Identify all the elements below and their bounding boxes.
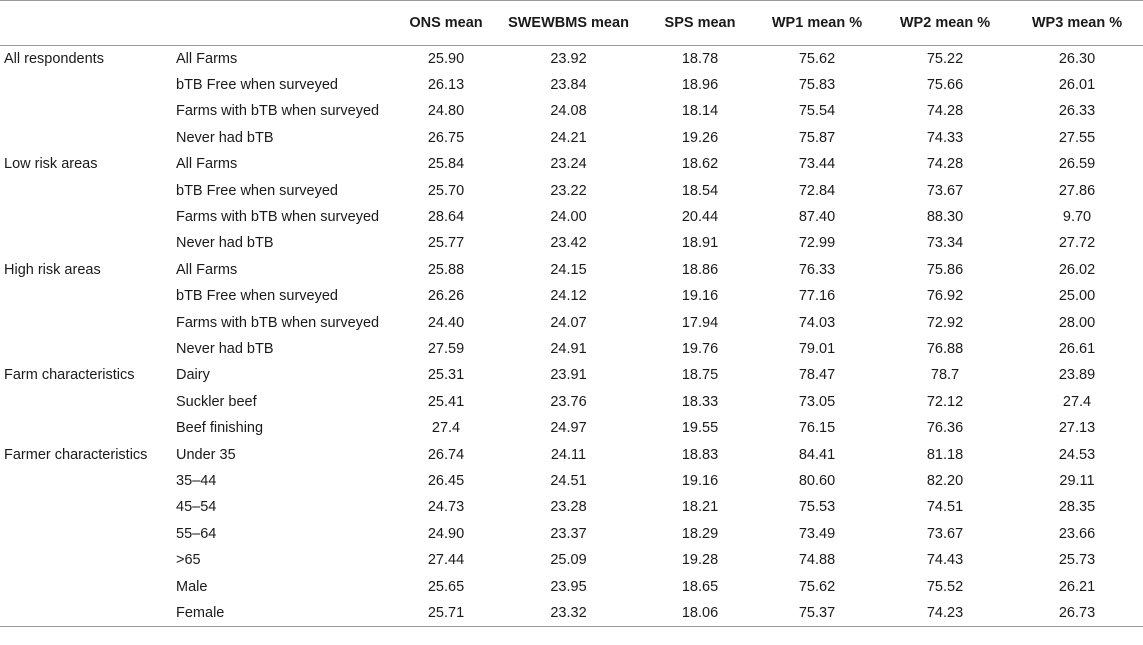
cell-ons-mean: 27.44 xyxy=(427,552,465,569)
cell-wp1-mean: 77.16 xyxy=(798,288,836,305)
row-group-label xyxy=(0,125,176,151)
cell-wp2-mean: 73.67 xyxy=(926,525,964,542)
row-group-label xyxy=(0,177,176,203)
row-group-label xyxy=(0,573,176,599)
cell-wp3-mean: 26.02 xyxy=(1058,261,1096,278)
table-row xyxy=(0,283,1143,309)
row-subgroup-label: Never had bTB xyxy=(176,129,274,146)
header-row xyxy=(0,1,1143,46)
table-row xyxy=(0,547,1143,573)
table-row xyxy=(0,204,1143,230)
cell-wp1-mean: 84.41 xyxy=(798,446,836,463)
table-row xyxy=(0,362,1143,388)
row-subgroup-label: 35–44 xyxy=(176,472,217,489)
cell-sps-mean: 18.62 xyxy=(681,156,719,173)
table-row xyxy=(0,46,1143,72)
cell-swewbms-mean: 23.22 xyxy=(550,182,587,199)
cell-ons-mean: 25.88 xyxy=(427,261,465,278)
cell-swewbms-mean: 24.51 xyxy=(550,472,587,489)
cell-wp2-mean: 81.18 xyxy=(926,446,964,463)
cell-sps-mean: 18.96 xyxy=(681,77,719,94)
cell-wp1-mean: 73.49 xyxy=(798,525,836,542)
row-group-label: Low risk areas xyxy=(4,156,98,173)
row-group-label xyxy=(0,98,176,124)
table-row xyxy=(0,600,1143,626)
cell-wp2-mean: 72.92 xyxy=(926,314,964,331)
cell-swewbms-mean: 23.92 xyxy=(550,50,587,67)
cell-sps-mean: 18.78 xyxy=(681,50,719,67)
cell-sps-mean: 18.65 xyxy=(681,578,719,595)
cell-swewbms-mean: 23.37 xyxy=(550,525,587,542)
cell-wp2-mean: 74.43 xyxy=(926,552,964,569)
row-subgroup-label: Female xyxy=(176,600,400,626)
cell-ons-mean: 26.75 xyxy=(427,129,465,146)
header-wp1-mean: WP1 mean % xyxy=(755,1,879,46)
cell-wp2-mean: 82.20 xyxy=(926,472,964,489)
cell-sps-mean: 19.76 xyxy=(681,340,719,357)
cell-sps-mean: 18.75 xyxy=(681,367,719,384)
cell-wp1-mean: 73.44 xyxy=(798,156,836,173)
cell-wp3-mean: 26.59 xyxy=(1058,156,1096,173)
cell-wp1-mean: 79.01 xyxy=(798,340,836,357)
cell-wp3-mean: 26.21 xyxy=(1058,578,1096,595)
cell-wp1-mean: 76.33 xyxy=(798,261,836,278)
cell-wp2-mean: 73.34 xyxy=(926,235,964,252)
header-swewbms-mean: SWEWBMS mean xyxy=(492,1,645,46)
cell-wp1-mean: 75.83 xyxy=(798,77,836,94)
cell-ons-mean: 24.73 xyxy=(427,499,465,516)
cell-ons-mean: 28.64 xyxy=(427,209,465,226)
cell-wp1-mean: 75.53 xyxy=(798,499,836,516)
table-row xyxy=(0,72,1143,98)
row-group-label xyxy=(0,309,176,335)
row-group-label: All respondents xyxy=(4,50,104,67)
cell-swewbms-mean: 23.76 xyxy=(550,393,587,410)
table-row xyxy=(0,441,1143,467)
cell-wp2-mean: 88.30 xyxy=(926,209,964,226)
cell-sps-mean: 18.29 xyxy=(681,525,719,542)
cell-wp2-mean: 75.86 xyxy=(926,261,964,278)
cell-swewbms-mean: 24.15 xyxy=(550,261,587,278)
cell-wp1-mean: 72.99 xyxy=(798,235,836,252)
cell-wp1-mean: 75.87 xyxy=(798,129,836,146)
row-subgroup-label: bTB Free when surveyed xyxy=(176,182,338,199)
cell-wp1-mean: 75.37 xyxy=(755,600,879,626)
row-group-label xyxy=(0,521,176,547)
header-subgroup xyxy=(176,1,400,46)
cell-sps-mean: 18.14 xyxy=(681,103,719,120)
cell-ons-mean: 25.84 xyxy=(427,156,465,173)
header-sps-mean: SPS mean xyxy=(645,1,755,46)
cell-ons-mean: 26.45 xyxy=(427,472,465,489)
cell-wp2-mean: 74.51 xyxy=(926,499,964,516)
row-group-label xyxy=(0,72,176,98)
cell-swewbms-mean: 23.84 xyxy=(550,77,587,94)
cell-wp3-mean: 27.13 xyxy=(1058,420,1096,437)
row-group-label xyxy=(0,283,176,309)
table-row xyxy=(0,494,1143,520)
header-group xyxy=(0,1,176,46)
table-row xyxy=(0,573,1143,599)
table-row xyxy=(0,521,1143,547)
row-subgroup-label: Suckler beef xyxy=(176,393,257,410)
row-group-label xyxy=(0,389,176,415)
row-group-label xyxy=(0,494,176,520)
cell-sps-mean: 18.33 xyxy=(681,393,719,410)
header-ons-mean: ONS mean xyxy=(400,1,492,46)
cell-wp1-mean: 75.62 xyxy=(798,578,836,595)
row-group-label: Farmer characteristics xyxy=(4,446,148,463)
cell-wp3-mean: 23.66 xyxy=(1058,525,1096,542)
cell-wp1-mean: 74.03 xyxy=(798,314,836,331)
row-group-label: High risk areas xyxy=(4,261,101,278)
table-row xyxy=(0,230,1143,256)
row-subgroup-label: Dairy xyxy=(176,367,210,384)
cell-swewbms-mean: 23.24 xyxy=(550,156,587,173)
cell-wp1-mean: 76.15 xyxy=(798,420,836,437)
row-group-label xyxy=(0,204,176,230)
cell-wp1-mean: 78.47 xyxy=(798,367,836,384)
row-group-label xyxy=(0,336,176,362)
cell-ons-mean: 24.40 xyxy=(427,314,465,331)
row-subgroup-label: All Farms xyxy=(176,50,238,67)
table-row xyxy=(0,125,1143,151)
cell-wp2-mean: 75.66 xyxy=(926,77,964,94)
cell-wp3-mean: 25.00 xyxy=(1058,288,1096,305)
row-group-label xyxy=(0,600,176,626)
cell-swewbms-mean: 23.95 xyxy=(550,578,587,595)
cell-ons-mean: 26.26 xyxy=(427,288,465,305)
table-row xyxy=(0,177,1143,203)
cell-wp3-mean: 26.73 xyxy=(1011,600,1143,626)
cell-wp3-mean: 26.01 xyxy=(1058,77,1096,94)
cell-wp3-mean: 27.72 xyxy=(1058,235,1096,252)
cell-ons-mean: 27.4 xyxy=(431,420,461,437)
table-row xyxy=(0,415,1143,441)
cell-wp2-mean: 75.52 xyxy=(926,578,964,595)
cell-ons-mean: 26.13 xyxy=(427,77,465,94)
cell-wp2-mean: 74.28 xyxy=(926,103,964,120)
cell-wp3-mean: 23.89 xyxy=(1058,367,1096,384)
table-row xyxy=(0,309,1143,335)
cell-wp1-mean: 80.60 xyxy=(798,472,836,489)
row-group-label xyxy=(0,415,176,441)
cell-wp3-mean: 26.30 xyxy=(1058,50,1096,67)
cell-swewbms-mean: 23.91 xyxy=(550,367,587,384)
table-header xyxy=(0,1,1143,46)
cell-swewbms-mean: 25.09 xyxy=(550,552,587,569)
cell-wp2-mean: 74.28 xyxy=(926,156,964,173)
cell-sps-mean: 18.83 xyxy=(681,446,719,463)
cell-ons-mean: 24.90 xyxy=(427,525,465,542)
cell-swewbms-mean: 24.07 xyxy=(550,314,587,331)
cell-wp2-mean: 75.22 xyxy=(926,50,964,67)
row-subgroup-label: Farms with bTB when surveyed xyxy=(176,314,380,331)
row-subgroup-label: 55–64 xyxy=(176,525,217,542)
row-subgroup-label: 45–54 xyxy=(176,499,217,516)
cell-sps-mean: 19.55 xyxy=(681,420,719,437)
row-subgroup-label: Never had bTB xyxy=(176,235,274,252)
cell-swewbms-mean: 24.21 xyxy=(550,129,587,146)
cell-wp2-mean: 72.12 xyxy=(926,393,964,410)
table-row xyxy=(0,151,1143,177)
table-row xyxy=(0,389,1143,415)
cell-wp3-mean: 27.4 xyxy=(1062,393,1092,410)
cell-wp1-mean: 74.88 xyxy=(798,552,836,569)
cell-wp2-mean: 76.36 xyxy=(926,420,964,437)
cell-wp1-mean: 75.54 xyxy=(798,103,836,120)
cell-wp3-mean: 9.70 xyxy=(1062,209,1092,226)
cell-wp3-mean: 28.00 xyxy=(1058,314,1096,331)
cell-wp1-mean: 72.84 xyxy=(798,182,836,199)
cell-sps-mean: 19.26 xyxy=(681,129,719,146)
cell-sps-mean: 18.21 xyxy=(681,499,719,516)
cell-wp2-mean: 76.92 xyxy=(926,288,964,305)
cell-swewbms-mean: 24.12 xyxy=(550,288,587,305)
row-subgroup-label: Farms with bTB when surveyed xyxy=(176,103,380,120)
cell-swewbms-mean: 24.91 xyxy=(550,340,587,357)
row-group-label xyxy=(0,468,176,494)
cell-wp3-mean: 27.55 xyxy=(1058,129,1096,146)
cell-sps-mean: 17.94 xyxy=(681,314,719,331)
row-group-label xyxy=(0,547,176,573)
cell-swewbms-mean: 23.28 xyxy=(550,499,587,516)
cell-sps-mean: 19.16 xyxy=(681,288,719,305)
cell-sps-mean: 20.44 xyxy=(681,209,719,226)
table-row xyxy=(0,98,1143,124)
table-body xyxy=(0,46,1143,627)
cell-sps-mean: 18.86 xyxy=(681,261,719,278)
row-group-label: Farm characteristics xyxy=(4,367,135,384)
cell-wp3-mean: 26.61 xyxy=(1058,340,1096,357)
table-row xyxy=(0,257,1143,283)
cell-sps-mean: 19.28 xyxy=(681,552,719,569)
cell-wp2-mean: 74.33 xyxy=(926,129,964,146)
cell-sps-mean: 18.91 xyxy=(681,235,719,252)
row-subgroup-label: bTB Free when surveyed xyxy=(176,77,338,94)
cell-ons-mean: 25.65 xyxy=(427,578,465,595)
row-subgroup-label: Under 35 xyxy=(176,446,236,463)
header-wp3-mean: WP3 mean % xyxy=(1011,1,1143,46)
row-subgroup-label: Male xyxy=(176,578,208,595)
cell-wp1-mean: 73.05 xyxy=(798,393,836,410)
header-wp2-mean: WP2 mean % xyxy=(879,1,1011,46)
cell-wp2-mean: 76.88 xyxy=(926,340,964,357)
cell-ons-mean: 26.74 xyxy=(427,446,465,463)
cell-sps-mean: 19.16 xyxy=(681,472,719,489)
row-subgroup-label: Beef finishing xyxy=(176,420,264,437)
cell-ons-mean: 25.71 xyxy=(400,600,492,626)
cell-ons-mean: 25.70 xyxy=(427,182,465,199)
row-subgroup-label: bTB Free when surveyed xyxy=(176,288,338,305)
row-subgroup-label: All Farms xyxy=(176,156,238,173)
cell-swewbms-mean: 23.32 xyxy=(492,600,645,626)
cell-ons-mean: 25.90 xyxy=(427,50,465,67)
cell-wp3-mean: 27.86 xyxy=(1058,182,1096,199)
row-subgroup-label: Never had bTB xyxy=(176,340,274,357)
cell-swewbms-mean: 24.11 xyxy=(550,446,587,463)
cell-ons-mean: 25.41 xyxy=(427,393,465,410)
cell-swewbms-mean: 24.97 xyxy=(550,420,587,437)
cell-wp3-mean: 24.53 xyxy=(1058,446,1096,463)
row-subgroup-label: Farms with bTB when surveyed xyxy=(176,209,380,226)
cell-wp3-mean: 28.35 xyxy=(1058,499,1096,516)
cell-wp1-mean: 87.40 xyxy=(798,209,836,226)
cell-wp2-mean: 78.7 xyxy=(930,367,960,384)
cell-swewbms-mean: 23.42 xyxy=(550,235,587,252)
cell-wp3-mean: 26.33 xyxy=(1058,103,1096,120)
cell-wp2-mean: 73.67 xyxy=(926,182,964,199)
cell-ons-mean: 25.31 xyxy=(427,367,465,384)
table-row xyxy=(0,468,1143,494)
cell-swewbms-mean: 24.08 xyxy=(550,103,587,120)
cell-sps-mean: 18.54 xyxy=(681,182,719,199)
row-subgroup-label: All Farms xyxy=(176,261,238,278)
cell-swewbms-mean: 24.00 xyxy=(550,209,587,226)
cell-ons-mean: 25.77 xyxy=(427,235,465,252)
row-subgroup-label: >65 xyxy=(176,552,201,569)
table-row xyxy=(0,336,1143,362)
cell-wp1-mean: 75.62 xyxy=(798,50,836,67)
cell-wp2-mean: 74.23 xyxy=(879,600,1011,626)
cell-ons-mean: 27.59 xyxy=(427,340,465,357)
cell-sps-mean: 18.06 xyxy=(645,600,755,626)
cell-wp3-mean: 29.11 xyxy=(1059,472,1095,489)
cell-wp3-mean: 25.73 xyxy=(1058,552,1096,569)
row-group-label xyxy=(0,230,176,256)
cell-ons-mean: 24.80 xyxy=(427,103,465,120)
